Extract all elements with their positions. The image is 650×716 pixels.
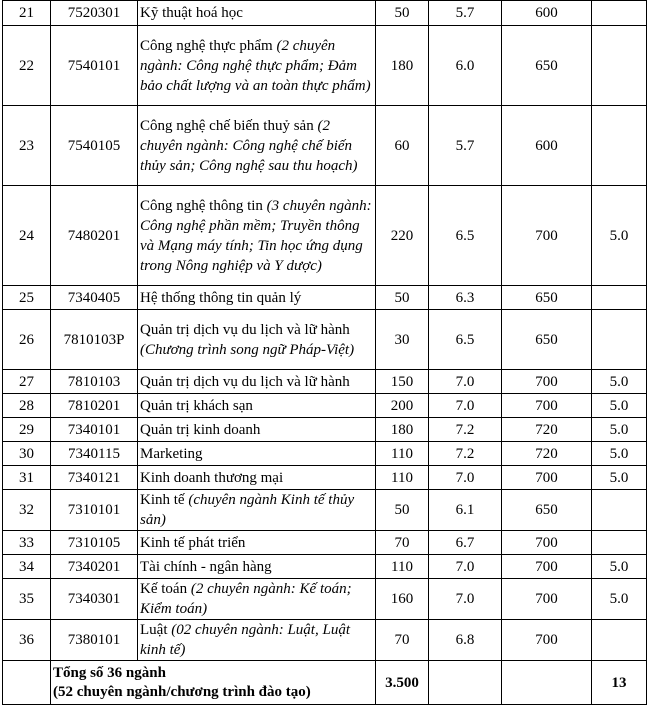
table-row — [3, 310, 647, 370]
code-cell: 7340405 — [51, 286, 138, 310]
major-name-cell — [138, 1, 376, 26]
table-row — [3, 1, 647, 26]
major-note: (02 chuyên ngành: Luật, Luật kinh tế) — [140, 622, 350, 658]
score-cell: 6.8 — [429, 620, 502, 661]
major-name: Kế toán — [140, 581, 188, 597]
code-cell: 7540101 — [51, 26, 138, 106]
code-cell: 7310101 — [51, 490, 138, 531]
code-cell: 7810103 — [51, 370, 138, 394]
major-name: Luật — [140, 622, 168, 638]
extra-cell — [592, 620, 647, 661]
major-name-cell — [138, 579, 376, 620]
major-note: (2 chuyên ngành: Kế toán; Kiểm toán) — [140, 581, 352, 617]
extra-cell: 5.0 — [592, 442, 647, 466]
extra-cell — [592, 310, 647, 370]
quota-cell: 110 — [376, 442, 429, 466]
points-cell: 700 — [502, 531, 592, 555]
code-cell: 7340101 — [51, 418, 138, 442]
points-cell: 600 — [502, 1, 592, 26]
code-cell: 7540105 — [51, 106, 138, 186]
major-name-cell — [138, 490, 376, 531]
stt-cell: 27 — [3, 370, 51, 394]
stt-cell: 26 — [3, 310, 51, 370]
quota-cell: 70 — [376, 620, 429, 661]
major-name-cell — [138, 394, 376, 418]
table-row — [3, 442, 647, 466]
major-name-cell — [138, 186, 376, 286]
major-name-cell — [138, 620, 376, 661]
code-cell: 7340115 — [51, 442, 138, 466]
score-cell: 6.7 — [429, 531, 502, 555]
major-name: Quản trị dịch vụ du lịch và lữ hành — [140, 321, 350, 338]
stt-cell: 23 — [3, 106, 51, 186]
extra-cell: 5.0 — [592, 394, 647, 418]
quota-cell: 180 — [376, 418, 429, 442]
major-name-cell — [138, 26, 376, 106]
points-cell: 700 — [502, 620, 592, 661]
total-stt-cell — [3, 661, 51, 705]
table-row — [3, 106, 647, 186]
major-name: Marketing — [140, 445, 203, 462]
stt-cell: 34 — [3, 555, 51, 579]
total-row — [3, 661, 647, 705]
table-row — [3, 490, 647, 531]
stt-cell: 33 — [3, 531, 51, 555]
extra-cell: 5.0 — [592, 370, 647, 394]
major-name: Hệ thống thông tin quản lý — [140, 289, 302, 306]
quota-cell: 30 — [376, 310, 429, 370]
major-name-cell — [138, 466, 376, 490]
major-name-cell — [138, 531, 376, 555]
extra-cell — [592, 106, 647, 186]
quota-cell: 150 — [376, 370, 429, 394]
points-cell: 720 — [502, 442, 592, 466]
table-row — [3, 26, 647, 106]
extra-cell: 5.0 — [592, 579, 647, 620]
points-cell: 650 — [502, 490, 592, 531]
points-cell: 720 — [502, 418, 592, 442]
major-note: (2 chuyên ngành: Công nghệ chế biến thủy sản; Công nghệ sau thu hoạch) — [140, 117, 358, 174]
points-cell: 700 — [502, 370, 592, 394]
major-name-cell — [138, 370, 376, 394]
table-row — [3, 555, 647, 579]
extra-cell — [592, 286, 647, 310]
extra-cell: 5.0 — [592, 466, 647, 490]
major-name-cell — [138, 442, 376, 466]
code-cell: 7520301 — [51, 1, 138, 26]
points-cell: 650 — [502, 310, 592, 370]
quota-cell: 70 — [376, 531, 429, 555]
points-cell: 700 — [502, 555, 592, 579]
extra-cell — [592, 1, 647, 26]
score-cell: 6.3 — [429, 286, 502, 310]
code-cell: 7380101 — [51, 620, 138, 661]
points-cell: 600 — [502, 106, 592, 186]
stt-cell: 24 — [3, 186, 51, 286]
score-cell: 7.2 — [429, 418, 502, 442]
points-cell: 650 — [502, 286, 592, 310]
code-cell: 7340121 — [51, 466, 138, 490]
score-cell: 5.7 — [429, 106, 502, 186]
major-note: (Chương trình song ngữ Pháp-Việt) — [140, 341, 355, 358]
major-name: Công nghệ chế biến thuỷ sản — [140, 117, 314, 134]
code-cell: 7480201 — [51, 186, 138, 286]
stt-cell: 36 — [3, 620, 51, 661]
score-cell: 6.1 — [429, 490, 502, 531]
major-name: Công nghệ thực phẩm — [140, 37, 273, 54]
code-cell: 7310105 — [51, 531, 138, 555]
major-name: Quản trị kinh doanh — [140, 421, 261, 438]
stt-cell: 28 — [3, 394, 51, 418]
total-points-cell — [502, 661, 592, 705]
score-cell: 7.0 — [429, 579, 502, 620]
major-name: Tài chính - ngân hàng — [140, 558, 272, 575]
score-cell: 7.0 — [429, 370, 502, 394]
quota-cell: 110 — [376, 555, 429, 579]
score-cell: 7.0 — [429, 555, 502, 579]
code-cell: 7340301 — [51, 579, 138, 620]
quota-cell: 60 — [376, 106, 429, 186]
major-name: Kinh tế phát triển — [140, 534, 246, 551]
score-cell: 7.0 — [429, 466, 502, 490]
extra-cell: 5.0 — [592, 555, 647, 579]
code-cell: 7340201 — [51, 555, 138, 579]
score-cell: 6.5 — [429, 310, 502, 370]
major-name: Kinh tế — [140, 492, 185, 508]
total-line1: Tổng số 36 ngành — [53, 664, 166, 681]
major-name-cell — [138, 555, 376, 579]
table-row — [3, 620, 647, 661]
table-row — [3, 286, 647, 310]
extra-cell — [592, 531, 647, 555]
major-name: Công nghệ thông tin — [140, 197, 263, 214]
stt-cell: 25 — [3, 286, 51, 310]
major-name: Quản trị khách sạn — [140, 397, 253, 414]
table-row — [3, 370, 647, 394]
table-row — [3, 394, 647, 418]
total-score-cell — [429, 661, 502, 705]
major-note: (2 chuyên ngành: Công nghệ thực phẩm; Đảm bảo chất lượng và an toàn thực phẩm) — [140, 37, 371, 94]
major-note: (chuyên ngành Kinh tế thủy sản) — [140, 492, 355, 528]
score-cell: 6.5 — [429, 186, 502, 286]
points-cell: 700 — [502, 394, 592, 418]
major-name: Kỹ thuật hoá học — [140, 5, 243, 21]
major-name-cell — [138, 106, 376, 186]
stt-cell: 29 — [3, 418, 51, 442]
table-body — [3, 1, 647, 661]
extra-cell: 5.0 — [592, 186, 647, 286]
points-cell: 700 — [502, 579, 592, 620]
stt-cell: 21 — [3, 1, 51, 26]
table-row — [3, 186, 647, 286]
quota-cell: 50 — [376, 286, 429, 310]
extra-cell — [592, 26, 647, 106]
total-extra: 13 — [592, 661, 647, 705]
extra-cell: 5.0 — [592, 418, 647, 442]
major-note: (3 chuyên ngành: Công nghệ phần mềm; Truyền thông và Mạng máy tính; Tin học ứng dụng trong Nông nghiệp và Y dược) — [140, 197, 372, 274]
extra-cell — [592, 490, 647, 531]
major-name: Kinh doanh thương mại — [140, 469, 284, 486]
quota-cell: 220 — [376, 186, 429, 286]
total-label — [51, 661, 376, 705]
major-name: Quản trị dịch vụ du lịch và lữ hành — [140, 373, 350, 390]
stt-cell: 31 — [3, 466, 51, 490]
score-cell: 5.7 — [429, 1, 502, 26]
quota-cell: 200 — [376, 394, 429, 418]
quota-cell: 180 — [376, 26, 429, 106]
score-cell: 7.0 — [429, 394, 502, 418]
points-cell: 700 — [502, 186, 592, 286]
code-cell: 7810201 — [51, 394, 138, 418]
table-row — [3, 531, 647, 555]
score-cell: 7.2 — [429, 442, 502, 466]
table-row — [3, 579, 647, 620]
admission-table — [2, 0, 647, 705]
stt-cell: 32 — [3, 490, 51, 531]
code-cell: 7810103P — [51, 310, 138, 370]
total-line2: (52 chuyên ngành/chương trình đào tạo) — [53, 683, 311, 700]
table-row — [3, 418, 647, 442]
major-name-cell — [138, 286, 376, 310]
quota-cell: 50 — [376, 490, 429, 531]
quota-cell: 160 — [376, 579, 429, 620]
total-quota: 3.500 — [376, 661, 429, 705]
stt-cell: 22 — [3, 26, 51, 106]
quota-cell: 110 — [376, 466, 429, 490]
table-row — [3, 466, 647, 490]
points-cell: 700 — [502, 466, 592, 490]
points-cell: 650 — [502, 26, 592, 106]
stt-cell: 35 — [3, 579, 51, 620]
stt-cell: 30 — [3, 442, 51, 466]
major-name-cell — [138, 418, 376, 442]
quota-cell: 50 — [376, 1, 429, 26]
major-name-cell — [138, 310, 376, 370]
score-cell: 6.0 — [429, 26, 502, 106]
